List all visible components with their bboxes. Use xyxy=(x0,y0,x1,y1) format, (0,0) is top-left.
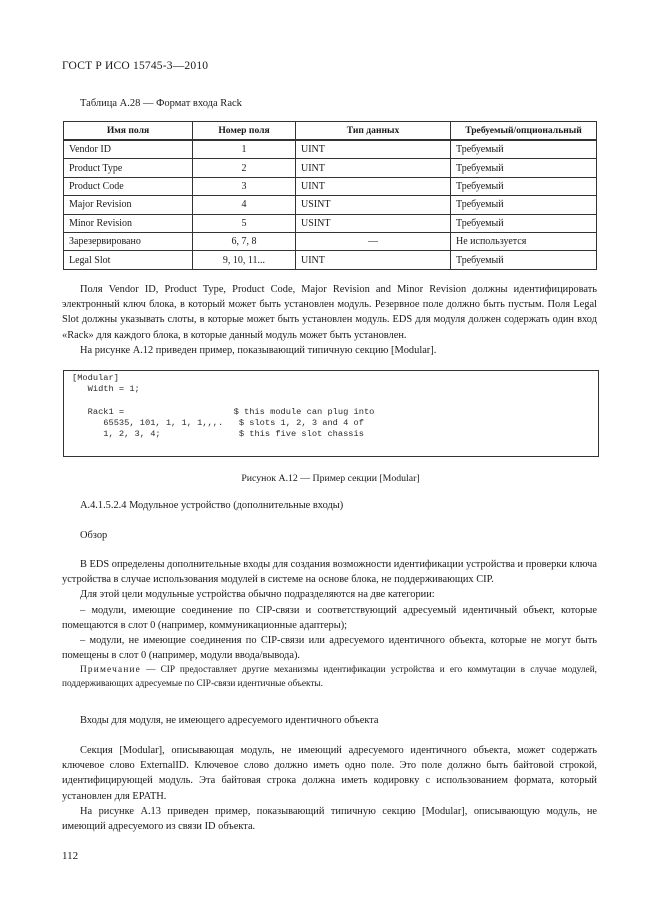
table-cell: 2 xyxy=(193,159,296,177)
table-cell: Зарезервировано xyxy=(64,232,193,250)
paragraph: На рисунке А.13 приведен пример, показывающий типичную секцию [Modular], описывающую модуль, не имеющий адресуемого из связи ID объекта. xyxy=(62,805,597,833)
paragraph: На рисунке А.12 приведен пример, показывающий типичную секцию [Modular]. xyxy=(80,344,437,356)
figure-caption: Рисунок А.12 — Пример секции [Modular] xyxy=(241,473,420,484)
column-header: Имя поля xyxy=(64,122,193,140)
section-subheading: Обзор xyxy=(80,530,108,541)
table-cell: UINT xyxy=(296,177,451,195)
table-cell: Требуемый xyxy=(451,251,597,269)
table-cell: USINT xyxy=(296,196,451,214)
section-heading: А.4.1.5.2.4 Модульное устройство (дополнительные входы) xyxy=(80,500,344,511)
list-item: – модули, не имеющие соединения по CIP-связи или адресуемого идентичного объекта, которые не могут быть помещены в слот 0 (например, модули ввода/вывода). xyxy=(62,635,597,662)
note-label: Примечание xyxy=(80,665,141,676)
table-caption: Таблица А.28 — Формат входа Rack xyxy=(80,98,242,109)
table-cell: UINT xyxy=(296,251,451,269)
table-row xyxy=(64,141,597,159)
column-header: Тип данных xyxy=(296,122,451,140)
note-text: — CIP предоставляет другие механизмы идентификации устройства и его коммутации в случае модулей, поддерживающих адресуемые по CIP-связи идентичные объекты. xyxy=(62,665,597,690)
table-cell: 4 xyxy=(193,196,296,214)
table-cell: 9, 10, 11... xyxy=(193,251,296,269)
table-cell: Vendor ID xyxy=(64,141,193,159)
table-cell: 6, 7, 8 xyxy=(193,232,296,250)
paragraph: Секция [Modular], описывающая модуль, не имеющий адресуемого идентичного объекта, может содержать ключевое слово ExternalID. Ключевое слово должно иметь одно поле. Это поле должно быть байтовой строкой, идентифицирующей модуль. Эта байтовая строка должна иметь кодировку с использованием формата, который установлен для EPATH. xyxy=(62,745,597,802)
table-cell: UINT xyxy=(296,141,451,159)
rack-format-table xyxy=(63,121,597,270)
table-row xyxy=(64,214,597,232)
table-row xyxy=(64,232,597,250)
table-cell: 5 xyxy=(193,214,296,232)
table-cell: Major Revision xyxy=(64,196,193,214)
column-header: Номер поля xyxy=(193,122,296,140)
paragraph: Для этой цели модульные устройства обычно подразделяются на две категории: xyxy=(80,589,435,601)
table-row xyxy=(64,251,597,269)
table-cell: Minor Revision xyxy=(64,214,193,232)
section2-text xyxy=(62,743,597,834)
table-cell: 1 xyxy=(193,141,296,159)
table-row xyxy=(64,177,597,195)
intro-text xyxy=(62,282,597,358)
table-row xyxy=(64,159,597,177)
table-header-row xyxy=(64,122,597,140)
table-cell: — xyxy=(296,232,451,250)
table-cell: Требуемый xyxy=(451,141,597,159)
table-cell: Product Type xyxy=(64,159,193,177)
list-item: – модули, имеющие соединение по CIP-связи и соответствующий адресуемый идентичный объект, которые помещаются в слот 0 (например, коммуникационные адаптеры); xyxy=(62,604,597,631)
table-cell: USINT xyxy=(296,214,451,232)
page-number: 112 xyxy=(62,850,79,862)
table-cell: Требуемый xyxy=(451,177,597,195)
table-cell: UINT xyxy=(296,159,451,177)
document-header: ГОСТ Р ИСО 15745-3—2010 xyxy=(62,60,209,72)
overview-text xyxy=(62,557,597,691)
section-heading: Входы для модуля, не имеющего адресуемого идентичного объекта xyxy=(80,715,379,726)
note xyxy=(62,663,597,691)
table-cell: Product Code xyxy=(64,177,193,195)
paragraph: Поля Vendor ID, Product Type, Product Code, Major Revision and Minor Revision должны идентифицировать электронный ключ блока, в который может быть установлен модуль. Резервное поле должно быть пустым. Поля Legal Slot должны указывать слоты, в которые может быть установлен модуль. EDS для модуля должен содержать один вход «Rack» для каждого блока, в которые данный модуль может быть установлен. xyxy=(62,284,597,341)
table-cell: Требуемый xyxy=(451,159,597,177)
table-cell: Не используется xyxy=(451,232,597,250)
column-header: Требуемый/опциональный xyxy=(451,122,597,140)
code-example-box xyxy=(63,370,599,457)
table-cell: 3 xyxy=(193,177,296,195)
table-row xyxy=(64,196,597,214)
code-example: [Modular] Width = 1; Rack1 = $ this module can plug into 65535, 101, 1, 1, 1,,,. $ slots 1, 2, 3 and 4 of 1, 2, 3, 4; $ this five slot chassis xyxy=(72,373,375,440)
table-cell: Требуемый xyxy=(451,196,597,214)
table-cell: Требуемый xyxy=(451,214,597,232)
paragraph: В EDS определены дополнительные входы для создания возможности идентификации устройства и проверки ключа устройства в случае использования модулей в системе на основе блока, не поддерживающих CIP. xyxy=(62,559,597,586)
table-cell: Legal Slot xyxy=(64,251,193,269)
